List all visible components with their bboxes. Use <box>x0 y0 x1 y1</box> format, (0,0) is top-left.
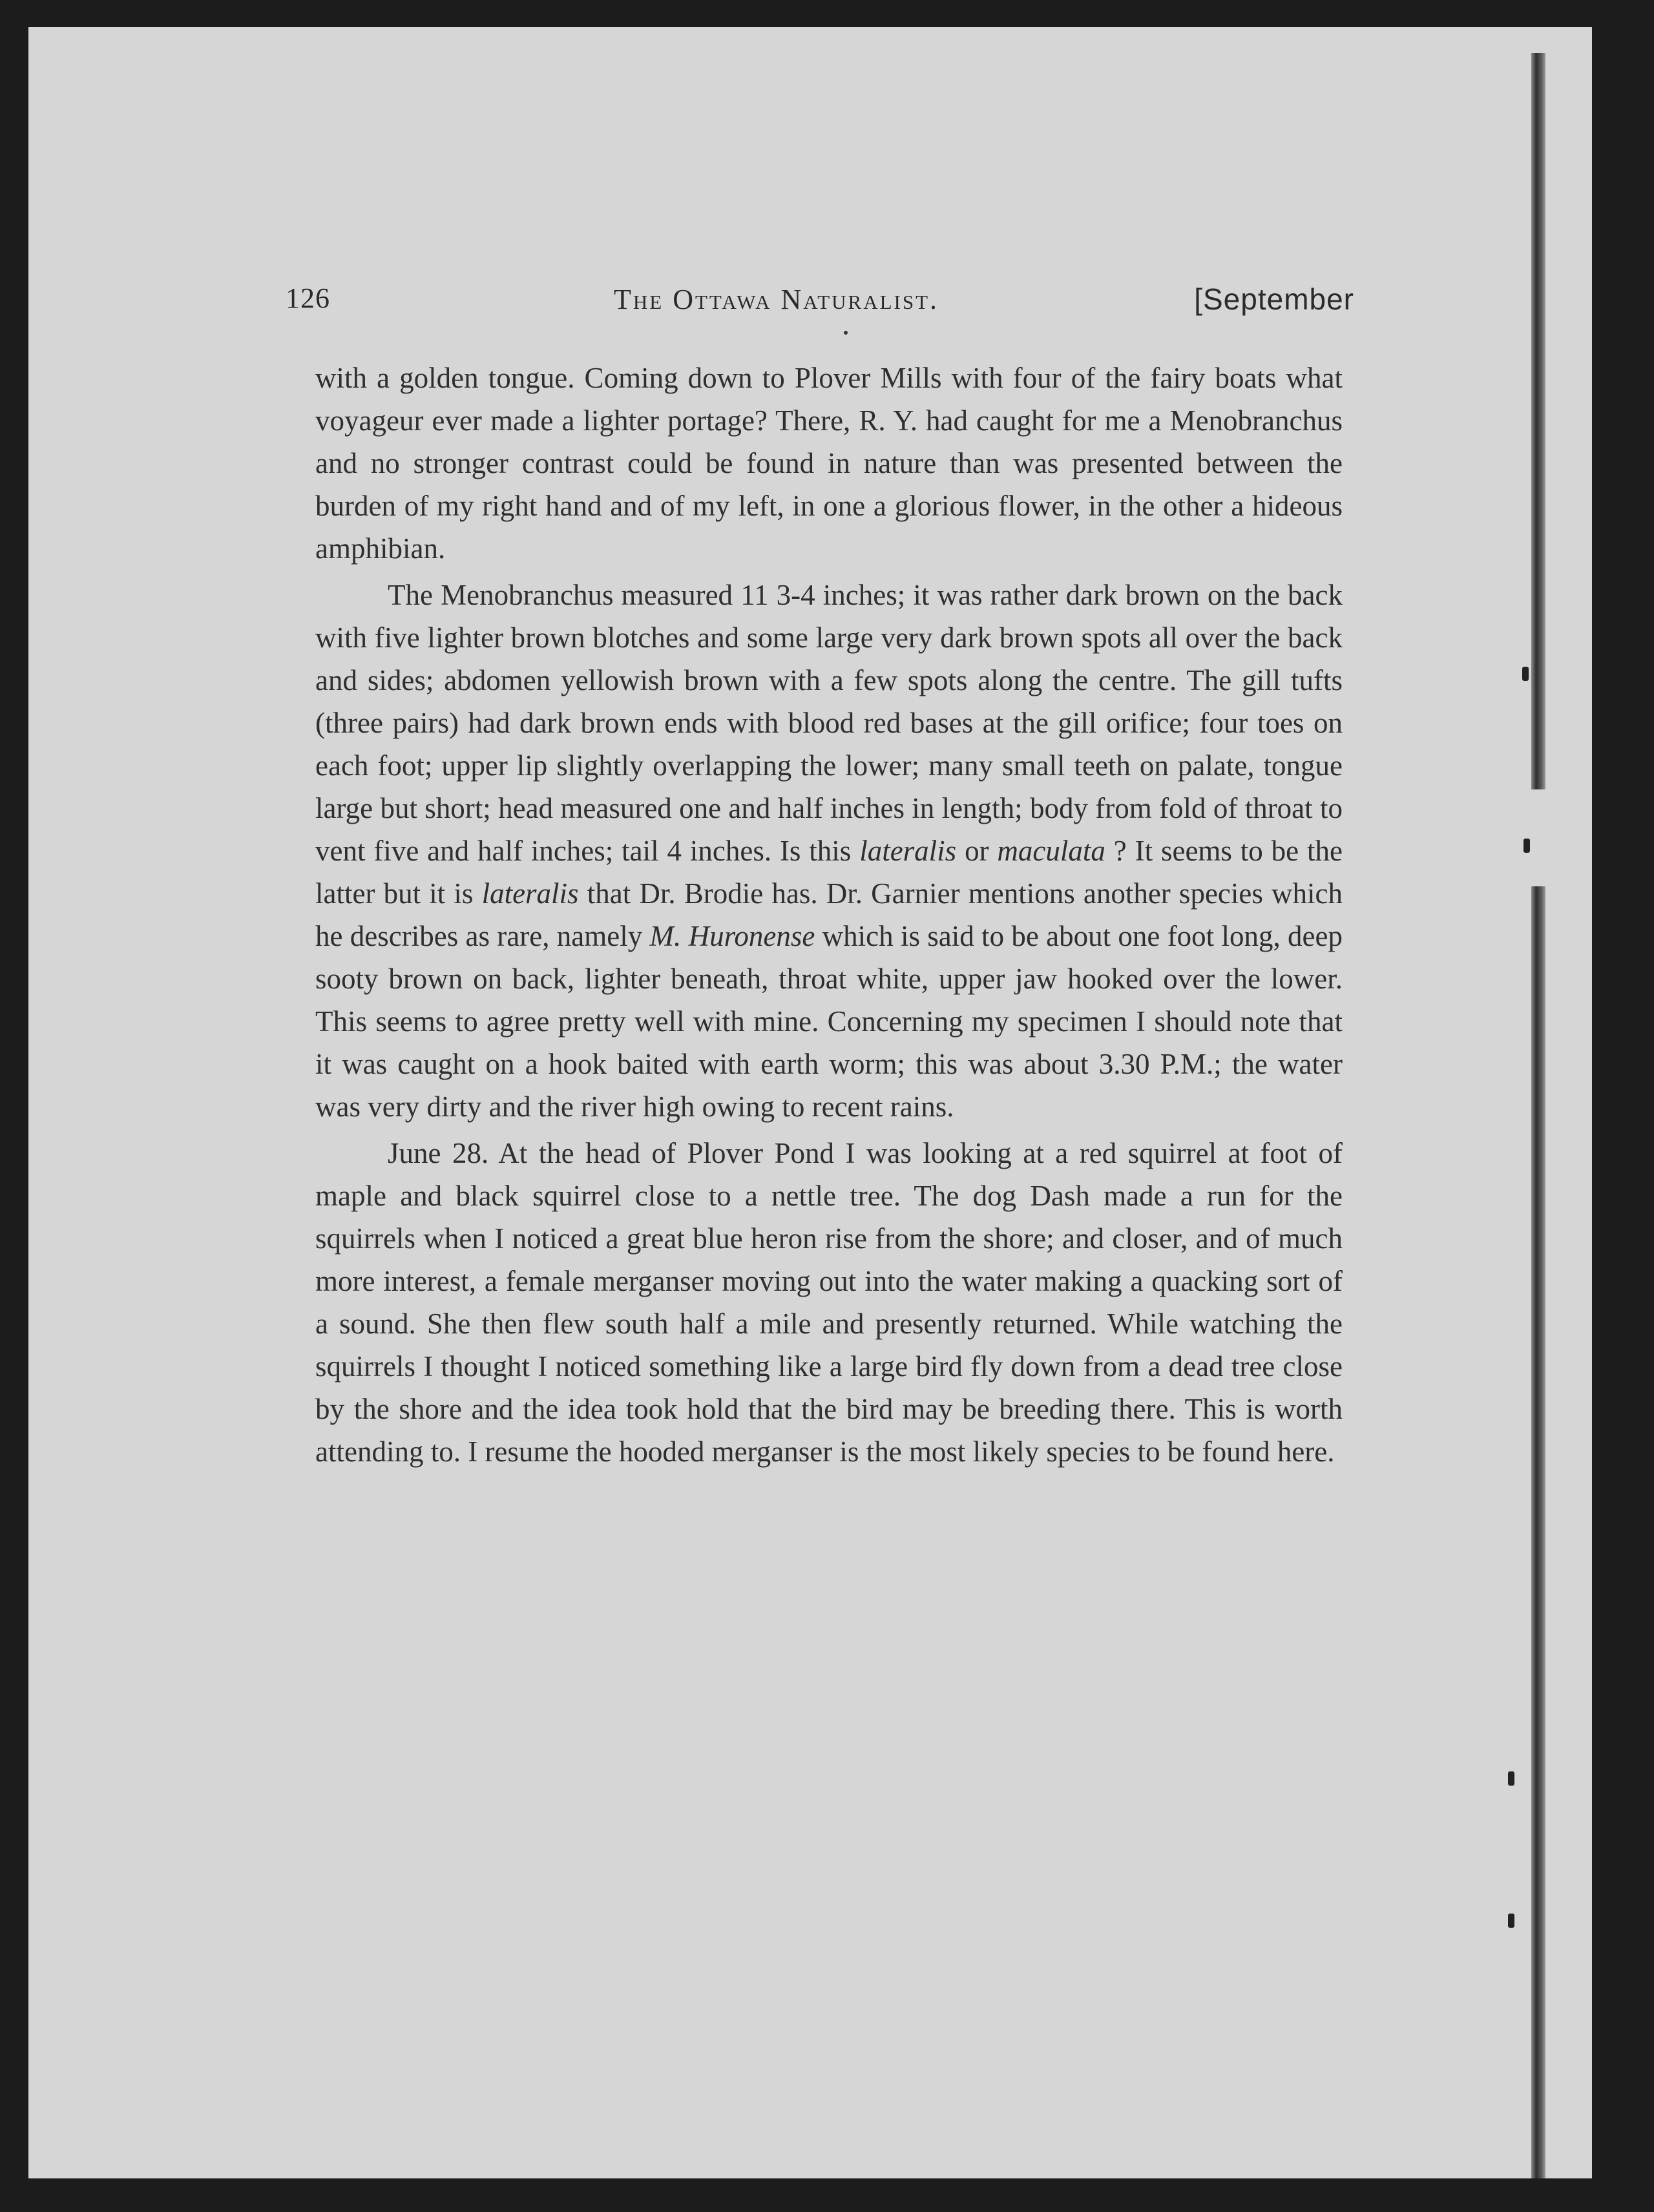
print-speck <box>844 331 848 335</box>
paragraph-june-28: June 28. At the head of Plover Pond I was looking at a red squirrel at foot of maple and black squirrel close to a nettle tree. The dog Dash made a run for the squirrels when I noticed a great blue heron rise from the shore; and closer, and of much more interest, a female merganser moving out into the water making a quacking sort of a sound. She then flew south half a mile and presently returned. While watching the squirrels I thought I noticed something like a large bird fly down from a dead tree close by the shore and the idea took hold that the bird may be breeding there. This is worth attending to. I resume the hooded merganser is the most likely species to be found here. <box>315 1137 1343 1468</box>
paragraph-menobranchus <box>315 574 1343 1128</box>
page-number: 126 <box>286 282 330 314</box>
paragraph-text: that Dr. Brodie has. Dr. Garnier mentions another species which he describes as rare, namely <box>315 877 1343 952</box>
page-curl-edge <box>1531 53 1545 2178</box>
species-name-italic: maculata <box>997 835 1105 867</box>
journal-title: The Ottawa Naturalist. <box>614 284 939 315</box>
scanned-page <box>28 27 1592 2178</box>
species-name-italic: lateralis <box>859 835 957 867</box>
issue-month: [September <box>1194 282 1354 316</box>
paragraph-text: which is said to be about one foot long, deep sooty brown on back, lighter beneath, throat white, upper jaw hooked over the lower. This seems to agree pretty well with mine. Concerning my specimen I should note that it was caught on a hook baited with earth worm; this was about 3.30 P.M.; the water was very dirty and the river high owing to recent rains. <box>315 920 1343 1123</box>
edge-speck <box>1508 1771 1514 1786</box>
running-head <box>286 267 1354 326</box>
paragraph-continued: with a golden tongue. Coming down to Plover Mills with four of the fairy boats what voyageur ever made a lighter portage? There, R. Y. had caught for me a Menobranchus and no stronger contrast could be found in nature than was presented between the burden of my right hand and of my left, in one a glorious flower, in the other a hideous amphibian. <box>315 362 1343 565</box>
paragraph-text: The Menobranchus measured 11 3-4 inches; it was rather dark brown on the back with five lighter brown blotches and some large very dark brown spots all over the back and sides; abdomen yellowish brown with a few spots along the centre. The gill tufts (three pairs) had dark brown ends with blood red bases at the gill orifice; four toes on each foot; upper lip slightly overlapping the lower; many small teeth on palate, tongue large but short; head measured one and half inches in length; body from fold of throat to vent five and half inches; tail 4 inches. Is this <box>315 579 1343 867</box>
species-name-italic: lateralis <box>481 877 579 910</box>
species-name-italic: M. Huronense <box>649 920 815 952</box>
paragraph-text: ? It seems to be the latter but it is <box>315 835 1343 910</box>
edge-speck <box>1523 839 1530 853</box>
paragraph-text: or <box>956 835 998 867</box>
edge-speck <box>1508 1914 1514 1928</box>
article-body <box>315 357 1343 1473</box>
page-curl-gap <box>1529 789 1548 886</box>
edge-speck <box>1522 667 1529 681</box>
